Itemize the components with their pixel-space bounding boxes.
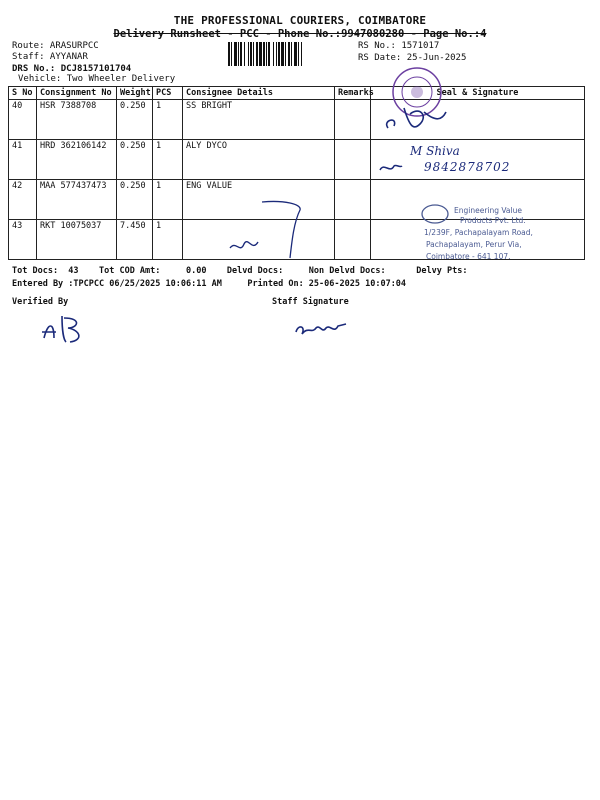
remarks-cell	[335, 180, 371, 220]
weight-cell: 0.250	[117, 100, 153, 140]
row41-phone-handwriting: 9842878702	[424, 160, 511, 174]
column-header: Seal & Signature	[371, 87, 585, 100]
document-subtitle: Delivery Runsheet - PCC - Phone No.:9947080280 - Page No.:4	[113, 28, 487, 40]
stamp-line: Coimbatore - 641 107.	[426, 252, 511, 261]
weight-cell: 0.250	[117, 180, 153, 220]
drs-number: DRS No.: DCJ8157101704	[12, 64, 132, 74]
column-header: Consignee Details	[183, 87, 335, 100]
pcs-cell: 1	[153, 220, 183, 260]
column-header: S No	[9, 87, 37, 100]
verifier-signature	[38, 312, 108, 346]
weight-cell: 7.450	[117, 220, 153, 260]
weight-cell: 0.250	[117, 140, 153, 180]
consignee-cell: SS BRIGHT	[183, 100, 335, 140]
barcode	[228, 42, 354, 66]
consignment-cell: HRD 362106142	[37, 140, 117, 180]
remarks-cell	[335, 220, 371, 260]
row43-signature	[222, 200, 312, 264]
serial-cell: 42	[9, 180, 37, 220]
table-header-row	[9, 87, 585, 100]
vehicle-label: Vehicle: Two Wheeler Delivery	[18, 74, 176, 84]
table-row	[9, 100, 585, 140]
consignment-cell: MAA 577437473	[37, 180, 117, 220]
document-title: THE PROFESSIONAL COURIERS, COIMBATORE	[173, 14, 427, 27]
consignee-cell: ENG VALUE	[183, 180, 335, 220]
serial-cell: 43	[9, 220, 37, 260]
staff-signature-label: Staff Signature	[272, 297, 349, 307]
row41-signature	[376, 158, 406, 178]
consignee-company-stamp	[414, 200, 554, 266]
stamp-line: 1/239F, Pachapalayam Road,	[424, 228, 533, 237]
route-label: Route: ARASURPCC	[12, 41, 99, 51]
row41-name-handwriting: M Shiva	[410, 144, 460, 158]
consignment-cell: HSR 7388708	[37, 100, 117, 140]
column-header: PCS	[153, 87, 183, 100]
rs-number: RS No.: 1571017	[358, 41, 440, 51]
stamp-line: Engineering Value	[454, 206, 522, 215]
row40-signature	[380, 98, 470, 138]
stamp-line: Pachapalayam, Perur Via,	[426, 240, 522, 249]
pcs-cell: 1	[153, 100, 183, 140]
column-header: Consignment No	[37, 87, 117, 100]
staff-signature	[292, 318, 352, 340]
consignee-cell: ALY DYCO	[183, 140, 335, 180]
stamp-line: Products Pvt. Ltd.	[460, 216, 526, 225]
pcs-cell: 1	[153, 180, 183, 220]
column-header: Weight	[117, 87, 153, 100]
totals-line: Tot Docs: 43 Tot COD Amt: 0.00 Delvd Docs: Non Delvd Docs: Delvy Pts:	[12, 266, 468, 276]
pcs-cell: 1	[153, 140, 183, 180]
entered-by-line: Entered By :TPCPCC 06/25/2025 10:06:11 AM Printed On: 25-06-2025 10:07:04	[12, 279, 407, 289]
stamp-logo-icon	[420, 202, 450, 226]
rs-date: RS Date: 25-Jun-2025	[358, 53, 467, 63]
remarks-cell	[335, 100, 371, 140]
verified-by-label: Verified By	[12, 297, 69, 307]
staff-label: Staff: AYYANAR	[12, 52, 88, 62]
consignment-cell: RKT 10075037	[37, 220, 117, 260]
remarks-cell	[335, 140, 371, 180]
serial-cell: 41	[9, 140, 37, 180]
column-header: Remarks	[335, 87, 371, 100]
serial-cell: 40	[9, 100, 37, 140]
